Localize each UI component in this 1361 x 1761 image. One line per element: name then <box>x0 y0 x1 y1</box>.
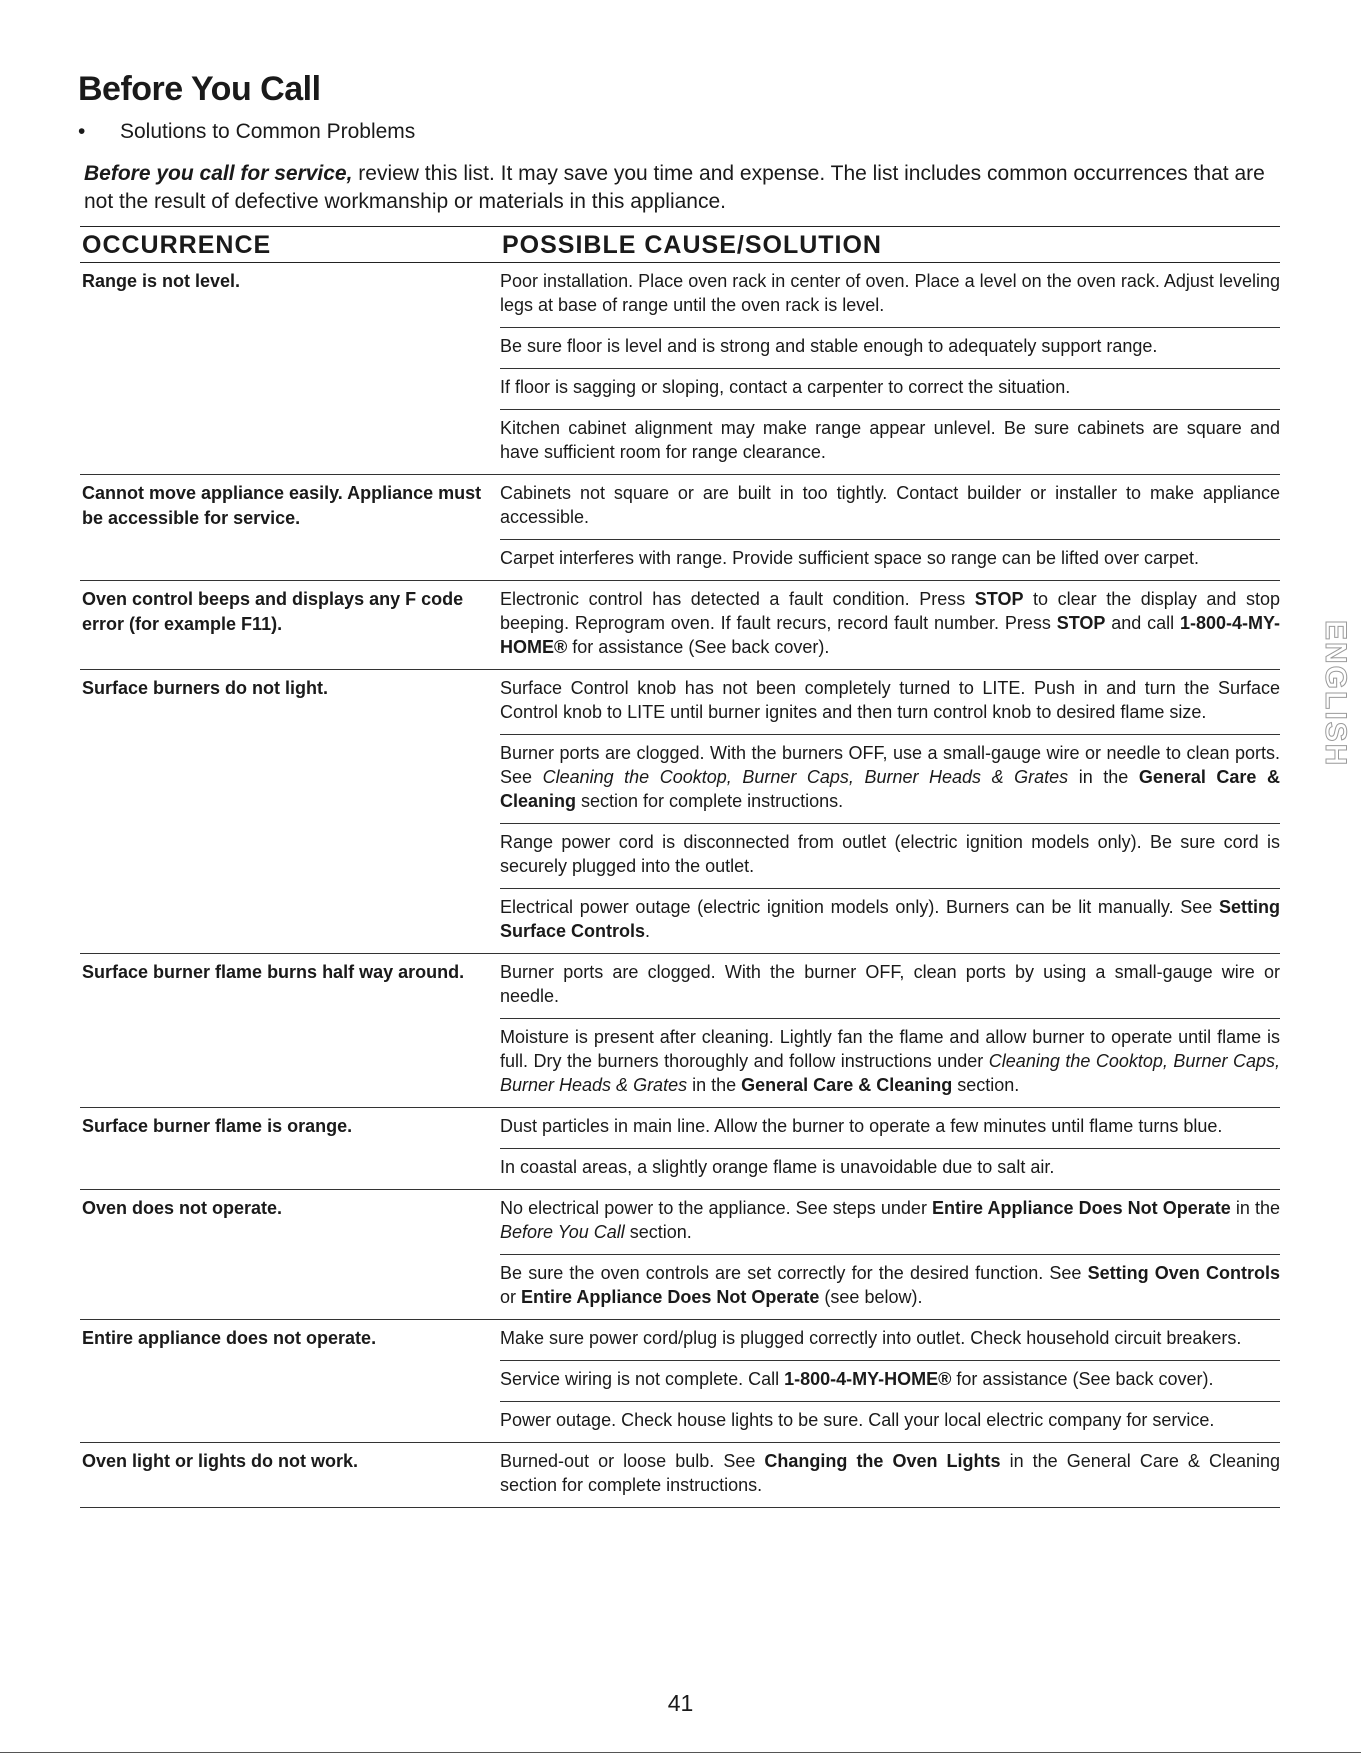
solution-text: and call <box>1105 613 1180 633</box>
bold-reference: 1-800-4-MY-HOME® <box>784 1369 952 1389</box>
bold-reference: STOP <box>974 589 1024 609</box>
table-row <box>80 954 1280 1108</box>
solution-text: . <box>645 921 651 941</box>
solution-text: Burner ports are clogged. With the burner OFF, clean ports by using a small-gauge wire or needle. <box>500 962 1280 1006</box>
occurrence-cell: Entire appliance does not operate. <box>82 1328 377 1348</box>
solutions-cell <box>500 1320 1280 1442</box>
solutions-cell <box>500 1443 1280 1507</box>
solution-item <box>500 540 1280 580</box>
solution-text: for assistance (See back cover). <box>951 1369 1214 1389</box>
table-row <box>80 263 1280 475</box>
bold-reference: Setting Surface Controls <box>500 897 1280 941</box>
occurrence-cell: Cannot move appliance easily. Appliance must be accessible for service. <box>82 483 482 528</box>
solution-text: Service wiring is not complete. Call <box>500 1369 785 1389</box>
solutions-cell <box>500 475 1280 580</box>
solution-item <box>500 824 1280 889</box>
solution-item <box>500 410 1280 474</box>
table-row <box>80 670 1280 954</box>
solution-text: to clear the display and stop beeping. Reprogram oven. If fault recurs, record fault number. Press <box>500 589 1281 633</box>
solution-text: in the <box>1230 1198 1280 1218</box>
solution-item <box>500 1443 1280 1507</box>
occurrence-cell: Oven control beeps and displays any F code error (for example F11). <box>82 589 464 634</box>
solution-text: in the <box>1068 767 1139 787</box>
occurrence-cell: Oven does not operate. <box>82 1198 283 1218</box>
bold-reference: General Care & Cleaning <box>741 1075 953 1095</box>
table-row <box>80 1190 1280 1320</box>
solution-text: In coastal areas, a slightly orange flame is unavoidable due to salt air. <box>500 1157 1055 1177</box>
occurrence-cell: Surface burners do not light. <box>82 678 329 698</box>
italic-reference: Cleaning the Cooktop, Burner Caps, Burner Heads & Grates <box>542 767 1069 787</box>
solution-item <box>500 670 1280 735</box>
solution-text: in the General Care & Cleaning section for complete instructions. <box>500 1451 1280 1495</box>
occurrence-cell: Range is not level. <box>82 271 241 291</box>
bold-reference: Setting Oven Controls <box>1087 1263 1280 1283</box>
bottom-rule <box>0 1752 1361 1753</box>
bold-reference: 1-800-4-MY-HOME® <box>500 613 1280 657</box>
solutions-cell <box>500 1190 1280 1319</box>
table-row <box>80 581 1280 670</box>
solution-item <box>500 954 1280 1019</box>
bold-reference: Entire Appliance Does Not Operate <box>521 1287 820 1307</box>
solution-item <box>500 889 1280 953</box>
subtitle-text: Solutions to Common Problems <box>120 120 416 143</box>
solution-item <box>500 581 1280 669</box>
table-row <box>80 1443 1280 1508</box>
solution-text: Cabinets not square or are built in too tightly. Contact builder or installer to make appliance accessible. <box>500 483 1280 527</box>
solution-text: for assistance (See back cover). <box>567 637 830 657</box>
occurrence-cell: Oven light or lights do not work. <box>82 1451 358 1471</box>
solution-text: Burner ports are clogged. With the burners OFF, use a small-gauge wire or needle to clean ports. See <box>500 743 1280 787</box>
solution-text: Power outage. Check house lights to be sure. Call your local electric company for service. <box>500 1410 1215 1430</box>
intro-text: review this list. It may save you time and expense. The list includes common occurrences that are not the result of defective workmanship or materials in this appliance. <box>84 162 1265 213</box>
solution-item <box>500 1402 1280 1442</box>
solution-header: POSSIBLE CAUSE/SOLUTION <box>502 231 882 259</box>
solution-item <box>500 1149 1280 1189</box>
solution-text: Poor installation. Place oven rack in center of oven. Place a level on the oven rack. Adjust leveling legs at base of range until the oven rack is level. <box>500 271 1280 315</box>
solution-item <box>500 263 1280 328</box>
subtitle <box>78 120 415 144</box>
solution-item <box>500 1320 1280 1361</box>
bold-reference: Changing the Oven Lights <box>764 1451 1001 1471</box>
italic-reference: Before You Call <box>500 1222 625 1242</box>
solution-item <box>500 475 1280 540</box>
solution-text: Carpet interferes with range. Provide sufficient space so range can be lifted over carpet. <box>500 548 1200 568</box>
solution-item <box>500 1019 1280 1107</box>
page-number: 41 <box>667 1690 694 1716</box>
occurrence-cell: Surface burner flame burns half way around. <box>82 962 465 982</box>
occurrence-header: OCCURRENCE <box>82 231 272 259</box>
solution-text: (see below). <box>819 1287 923 1307</box>
solution-text: If floor is sagging or sloping, contact a carpenter to correct the situation. <box>500 377 1071 397</box>
solutions-cell <box>500 581 1280 669</box>
occurrence-cell: Surface burner flame is orange. <box>82 1116 353 1136</box>
solution-text: or <box>500 1287 522 1307</box>
bold-reference: General Care & Cleaning <box>500 767 1280 811</box>
solution-text: in the <box>687 1075 742 1095</box>
solution-item <box>500 1361 1280 1402</box>
table-body <box>80 263 1280 1508</box>
solution-text: section. <box>624 1222 692 1242</box>
solution-text: Surface Control knob has not been completely turned to LITE. Push in and turn the Surface Control knob to LITE until burner ignites and then turn control knob to desired flame size. <box>500 678 1280 722</box>
solutions-cell <box>500 1108 1280 1189</box>
language-tab: ENGLISH <box>1319 620 1352 768</box>
solutions-cell <box>500 263 1280 474</box>
solution-text: Dust particles in main line. Allow the burner to operate a few minutes until flame turns blue. <box>500 1116 1223 1136</box>
bold-reference: Entire Appliance Does Not Operate <box>932 1198 1231 1218</box>
solution-text: Range power cord is disconnected from outlet (electric ignition models only). Be sure cord is securely plugged into the outlet. <box>500 832 1280 876</box>
intro-lead: Before you call for service, <box>84 162 353 185</box>
solution-text: Kitchen cabinet alignment may make range appear unlevel. Be sure cabinets are square and have sufficient room for range clearance. <box>500 418 1280 462</box>
solution-text: No electrical power to the appliance. See steps under <box>500 1198 933 1218</box>
bold-reference: STOP <box>1056 613 1106 633</box>
solutions-cell <box>500 954 1280 1107</box>
solution-text: Be sure the oven controls are set correctly for the desired function. See <box>500 1263 1088 1283</box>
solution-text: section for complete instructions. <box>576 791 844 811</box>
column-headers <box>80 227 1280 263</box>
bullet: • <box>78 120 86 143</box>
table-row <box>80 1108 1280 1190</box>
solution-text: Electrical power outage (electric ignition models only). Burners can be lit manually. See <box>500 897 1219 917</box>
solution-text: Moisture is present after cleaning. Lightly fan the flame and allow burner to operate until flame is full. Dry the burners thoroughly and follow instructions under <box>500 1027 1280 1071</box>
solution-item <box>500 735 1280 824</box>
solution-text: Be sure floor is level and is strong and stable enough to adequately support range. <box>500 336 1158 356</box>
solution-item <box>500 328 1280 369</box>
troubleshooting-table <box>80 226 1280 1508</box>
solution-item <box>500 1255 1280 1319</box>
table-row <box>80 475 1280 581</box>
solution-text: Electronic control has detected a fault condition. Press <box>500 589 975 609</box>
solution-item <box>500 1108 1280 1149</box>
italic-reference: Cleaning the Cooktop, Burner Caps, Burner Heads & Grates <box>500 1051 1280 1095</box>
solution-text: Make sure power cord/plug is plugged correctly into outlet. Check household circuit breakers. <box>500 1328 1242 1348</box>
solution-text: section. <box>952 1075 1020 1095</box>
page-title: Before You Call <box>78 70 321 108</box>
solution-item <box>500 369 1280 410</box>
solution-item <box>500 1190 1280 1255</box>
intro-paragraph <box>84 160 1284 216</box>
table-row <box>80 1320 1280 1443</box>
solution-text: Burned-out or loose bulb. See <box>500 1451 765 1471</box>
solutions-cell <box>500 670 1280 953</box>
